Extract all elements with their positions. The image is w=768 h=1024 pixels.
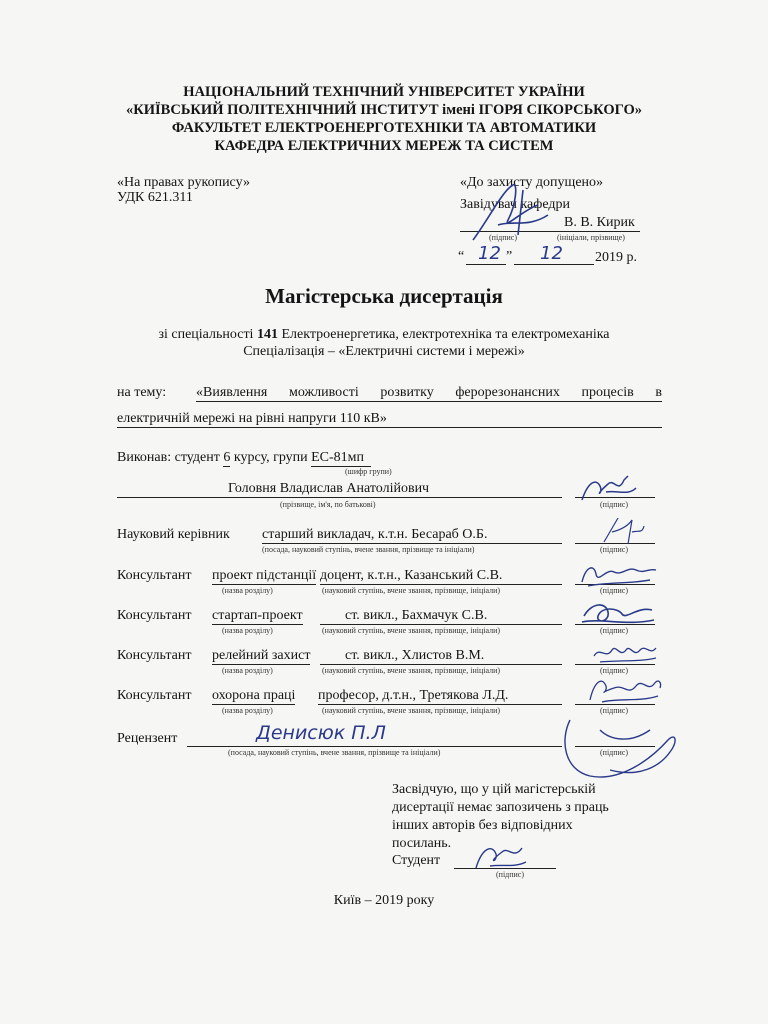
consultant-2-section-caption: (назва розділу) [222,626,273,635]
consultant-4-section-text: охорона праці [212,688,296,703]
supervisor-sign-caption: (підпис) [600,545,629,554]
supervisor-line [262,543,562,544]
declaration-line-1: Засвідчую, що у цій магістерській [392,782,596,797]
declaration-signature [470,838,530,879]
place-and-year: Київ – 2019 року [333,893,435,908]
head-name-caption: (ініціали, прізвище) [557,233,625,242]
head-sign-caption: (підпис) [489,233,518,242]
department-name: КАФЕДРА ЕЛЕКТРИЧНИХ МЕРЕЖ ТА СИСТЕМ [214,138,554,154]
reviewer-signature [540,700,690,795]
consultant-3-label: Консультант [117,648,192,663]
consultant-2-section [212,608,303,625]
performer-course-label: курсу, групи [230,450,312,465]
date-month: 12 [540,243,563,264]
specialty-name: Електроенергетика, електротехніка та електромеханіка [277,327,610,342]
performer-course: 6 [223,450,231,465]
performer-group: ЕС-81мп [311,450,371,467]
consultant-3-section-caption: (назва розділу) [222,666,273,675]
faculty-name: ФАКУЛЬТЕТ ЕЛЕКТРОЕНЕРГОТЕХНІКИ ТА АВТОМАТИКИ [171,120,597,136]
reviewer-sign-caption: (підпис) [600,748,629,757]
consultant-1-person-caption: (науковий ступінь, вчене звання, прізвище, ініціали) [322,586,501,595]
declaration-student-label: Студент [392,853,441,868]
consultant-1-label: Консультант [117,568,192,583]
specialty-line [0,327,768,343]
performer-line [117,450,371,467]
consultant-4-label: Консультант [117,688,192,703]
consultant-1-signature [578,560,658,595]
student-name-caption: (прізвище, ім'я, по батькові) [280,500,376,509]
specialty-code: 141 [256,327,278,342]
consultant-4-section [212,688,295,705]
reviewer-label: Рецензент [117,731,178,746]
reviewer-caption: (посада, науковий ступінь, вчене звання, прізвище та ініціали) [228,748,441,757]
page-title: Магістерська дисертація [265,284,503,308]
consultant-1-section-text: проект підстанції [212,568,317,583]
topic-label: на тему: [117,385,167,400]
reviewer-handwritten-name: Денисюк П.Л [256,722,386,744]
consultant-3-section [212,648,310,665]
supervisor-value: старший викладач, к.т.н. Бесараб О.Б. [262,527,488,542]
supervisor-label: Науковий керівник [117,527,230,542]
consultant-1-section-caption: (назва розділу) [222,586,273,595]
consultant-2-person-caption: (науковий ступінь, вчене звання, прізвище, ініціали) [322,626,501,635]
date-day-line [466,264,506,265]
topic-line-1: «Виявлення можливості розвитку ферорезонансних процесів в [196,385,662,400]
date-month-line [514,264,594,265]
consultant-3-signature [590,640,660,673]
consultant-3-line [320,664,562,665]
declaration-line-4: посилань. [392,836,452,851]
date-year: 2019 р. [595,250,637,265]
consultant-4-person: професор, д.т.н., Третякова Л.Д. [318,688,509,703]
consultant-2-person: ст. викл., Бахмачук С.В. [345,608,488,623]
consultant-4-line [318,704,562,705]
consultant-2-line [320,624,562,625]
date-day: 12 [478,243,501,264]
student-name-line [117,497,562,498]
admitted-to-defense: «До захисту допущено» [460,175,604,190]
consultant-3-person-caption: (науковий ступінь, вчене звання, прізвище, ініціали) [322,666,501,675]
consultant-1-sign-caption: (підпис) [600,586,629,595]
declaration-line-3: інших авторів без відповідних [392,818,573,833]
student-sign-caption: (підпис) [600,500,629,509]
consultant-3-sign-caption: (підпис) [600,666,629,675]
supervisor-caption: (посада, науковий ступінь, вчене звання, прізвище та ініціали) [262,545,475,554]
date-quote-open: “ [458,249,465,264]
topic-line-2-underline [117,427,662,428]
declaration-sign-caption: (підпис) [496,870,525,879]
consultant-4-person-caption: (науковий ступінь, вчене звання, прізвище, ініціали) [322,706,501,715]
consultant-1-section [212,568,316,585]
date-quote-close: ” [506,249,513,264]
consultant-2-signature [578,598,658,635]
consultant-2-section-text: стартап-проект [212,608,303,623]
student-signature [578,472,638,511]
group-caption: (шифр групи) [345,467,392,476]
udk-code: УДК 621.311 [117,190,193,205]
consultant-3-person: ст. викл., Хлистов В.М. [345,648,485,663]
institute-name: «КИЇВСЬКИЙ ПОЛІТЕХНІЧНИЙ ІНСТИТУТ імені ІГОРЯ СІКОРСЬКОГО» [125,102,642,118]
consultant-2-sign-caption: (підпис) [600,626,629,635]
consultant-4-sign-caption: (підпис) [600,706,629,715]
specialty-prefix: зі спеціальності [158,327,257,342]
specialization: Спеціалізація – «Електричні системи і мережі» [243,344,525,359]
manuscript-rights: «На правах рукопису» [117,175,250,190]
reviewer-line [187,746,562,747]
consultant-1-line [320,584,562,585]
head-of-department-label: Завідувач кафедри [460,197,570,212]
student-name: Головня Владислав Анатолійович [228,481,430,496]
topic-line-2: електричній мережі на рівні напруги 110 кВ» [117,411,387,426]
consultant-4-section-caption: (назва розділу) [222,706,273,715]
consultant-3-section-text: релейний захист [212,648,311,663]
supervisor-signature [598,512,648,553]
head-name: В. В. Кирик [564,215,635,230]
consultant-2-label: Консультант [117,608,192,623]
consultant-1-person: доцент, к.т.н., Казанський С.В. [320,568,503,583]
university-name: НАЦІОНАЛЬНИЙ ТЕХНІЧНИЙ УНІВЕРСИТЕТ УКРАЇНИ [183,84,585,100]
performer-label: Виконав: студент [117,450,224,465]
declaration-line-2: дисертації немає запозичень з праць [392,800,609,815]
